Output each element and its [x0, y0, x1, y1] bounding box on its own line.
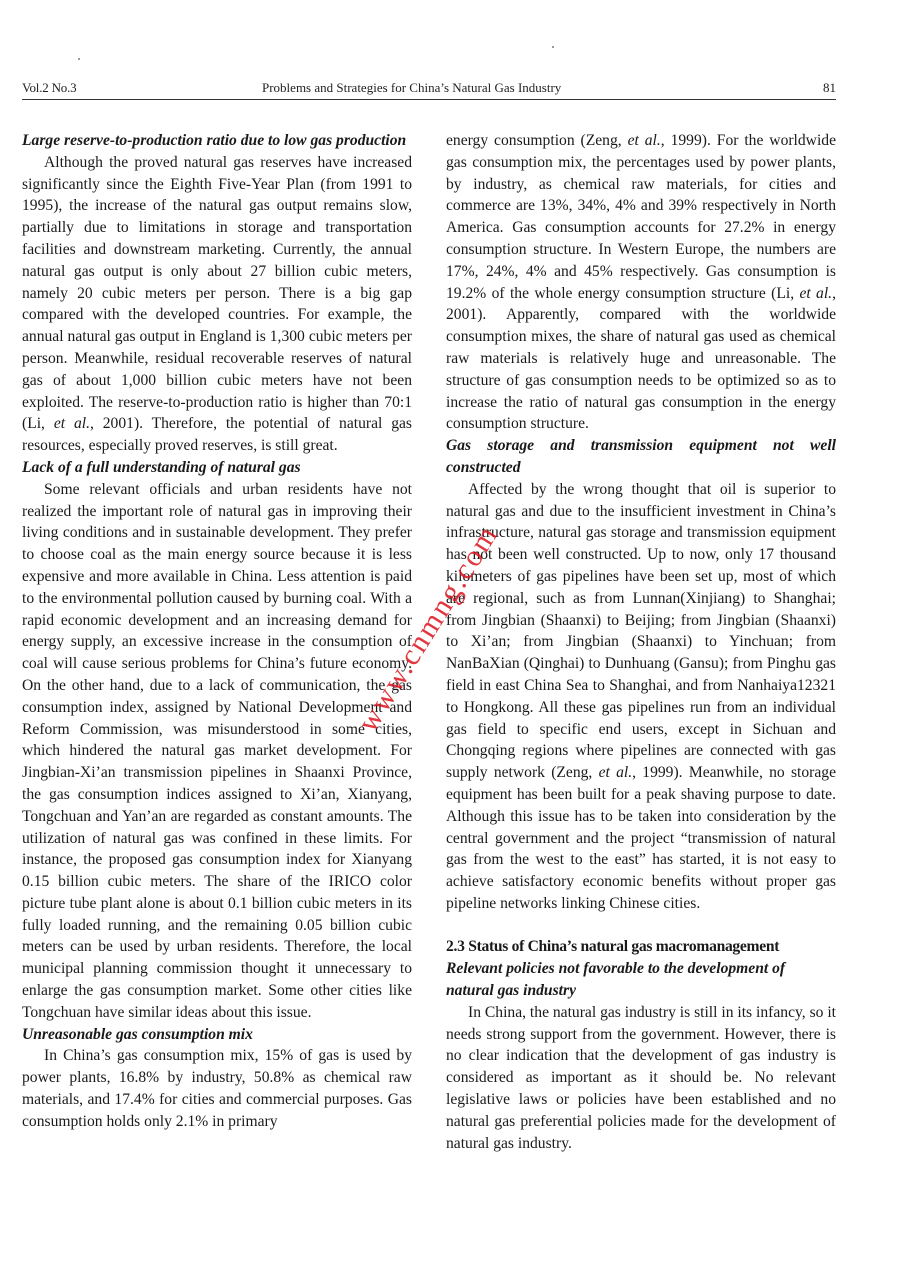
page-number: 81 [823, 80, 836, 95]
paragraph-understanding: Some relevant officials and urban residents have not realized the important role of natural gas in improving their living conditions and in sustainable development. They prefer to choose coal as the main energy source because it is less expensive and more available in China. Less attention is paid to the environmental pollution caused by burning coal. With a rapid economic development and an increasing demand for energy supply, an excessive increase in the consumption of coal will cause serious problems for China’s future economy. On the other hand, due to a lack of communication, the gas consumption index, assigned by National Development and Reform Commission, was misunderstood in some cities, which hindered the natural gas market development. For Jingbian-Xi’an transmission pipelines in Shaanxi Province, the gas consumption indices assigned to Xi’an, Xianyang, Tongchuan and Yan’an are regarded as constant amounts. The utilization of natural gas was confined in these limits. For instance, the proposed gas consumption index for Xianyang 0.15 billion cubic meters. The share of the IRICO color picture tube plant alone is about 0.1 billion cubic meters in its fully loaded running, and the remaining 0.05 billion cubic meters can be used by urban residents. Therefore, the local municipal planning commission thought it unnecessary to enlarge the gas consumption market. Some other cities like Tongchuan have similar ideas about this issue. [22, 480, 412, 1021]
scan-speck [78, 58, 80, 60]
paragraph-pipelines: Affected by the wrong thought that oil is superior to natural gas and due to the insufficient investment in China’s infrastructure, natural gas storage and transmission equipment has not been well constructed. Up to now, only 17 thousand kilometers of gas pipelines have been set up, most of which are regional, such as from Lunnan(Xinjiang) to Shanghai; from Jingbian (Shaanxi) to Beijing; from Jingbian (Shaanxi) to Xi’an; from Jingbian (Shaanxi) to Yinchuan; from NanBaXian (Qinghai) to Dunhuang (Gansu); from Pinghu gas field in east China Sea to Shanghai, and from Nanhaiya12321 to Hongkong. All these gas pipelines run from an individual gas field to specific end users, except in Sichuan and Chongqing regions where pipelines are connected with gas supply network (Zeng, et al., 1999). Meanwhile, no storage equipment has been built for a peak shaving purpose to date. Although this issue has to be taken into consideration by the central government and the project “transmission of natural gas from the west to the east” has started, it is not easy to achieve satisfactory economic benefits without proper gas pipeline networks linking Chinese cities. [446, 480, 837, 912]
paragraph-reserves: Although the proved natural gas reserves have increased significantly since the Eighth Five-Year Plan (from 1991 to 1995), the increase of the natural gas output remains slow, partially due to limitations in storage and transportation facilities and downstream marketing. Currently, the annual natural gas output is only about 27 billion cubic meters, namely 20 cubic meters per person. There is a big gap compared with the developed countries. For example, the annual natural gas output in England is 1,300 cubic meters per person. Meanwhile, residual recoverable reserves of natural gas of about 1,000 billion cubic meters have not been exploited. The reserve-to-production ratio is higher than 70:1 (Li, et al., 2001). Therefore, the potential of natural gas resources, especially proved reserves, is still great. [22, 153, 412, 455]
header-rule [22, 99, 836, 100]
citation-et-al: et al. [799, 284, 833, 302]
journal-volume: Vol.2 No.3 [22, 80, 77, 95]
running-header [22, 78, 836, 98]
scan-speck [552, 46, 554, 48]
subheading-policies: Relevant policies not favorable to the development of natural gas industry [446, 960, 786, 1000]
citation-et-al: et al. [627, 132, 661, 149]
citation-et-al: et al. [53, 415, 90, 433]
subheading-consumption-mix: Unreasonable gas consumption mix [22, 1025, 253, 1043]
running-title: Problems and Strategies for China’s Natural Gas Industry [262, 80, 562, 95]
citation-et-al: et al. [598, 764, 633, 782]
watermark: www.cnmng.com [351, 518, 505, 738]
subheading-understanding: Lack of a full understanding of natural gas [22, 458, 301, 476]
paragraph-policies: In China, the natural gas industry is still in its infancy, so it needs strong support from the government. However, there is no clear indication that the development of gas industry is considered as important as it should be. No relevant legislative laws or policies have been established and no natural gas preferential policies made for the development of natural gas industry. [446, 1003, 836, 1152]
subheading-storage-transmission: Gas storage and transmission equipment not well constructed [446, 437, 836, 476]
paragraph-worldwide-mix: energy consumption (Zeng, et al., 1999). For the worldwide gas consumption mix, the percentages used by power plants, by industry, as chemical raw materials, for cities and commerce are 13%, 34%, 4% and 39% respectively in North America. Gas consumption accounts for 27.2% in energy consumption structure. In Western Europe, the numbers are 17%, 24%, 4% and 45% respectively. Gas consumption is 19.2% of the whole energy consumption structure (Li, et al., 2001). Apparently, compared with the worldwide consumption mixes, the share of natural gas used as chemical raw materials is relatively huge and unreasonable. The structure of gas consumption needs to be optimized so as to increase the ratio of natural gas consumption in the energy consumption structure. [446, 132, 836, 433]
section-heading-2-3: 2.3 Status of China’s natural gas macromanagement [446, 938, 780, 956]
left-column [22, 130, 412, 1133]
paragraph-consumption-mix: In China’s gas consumption mix, 15% of gas is used by power plants, 16.8% by industry, 50.8% as chemical raw materials, and 17.4% for cities and commercial purposes. Gas consumption holds only 2.1% in primary [22, 1047, 412, 1130]
right-column [446, 130, 836, 1154]
subheading-reserve-ratio: Large reserve-to-production ratio due to low gas production [22, 132, 407, 149]
